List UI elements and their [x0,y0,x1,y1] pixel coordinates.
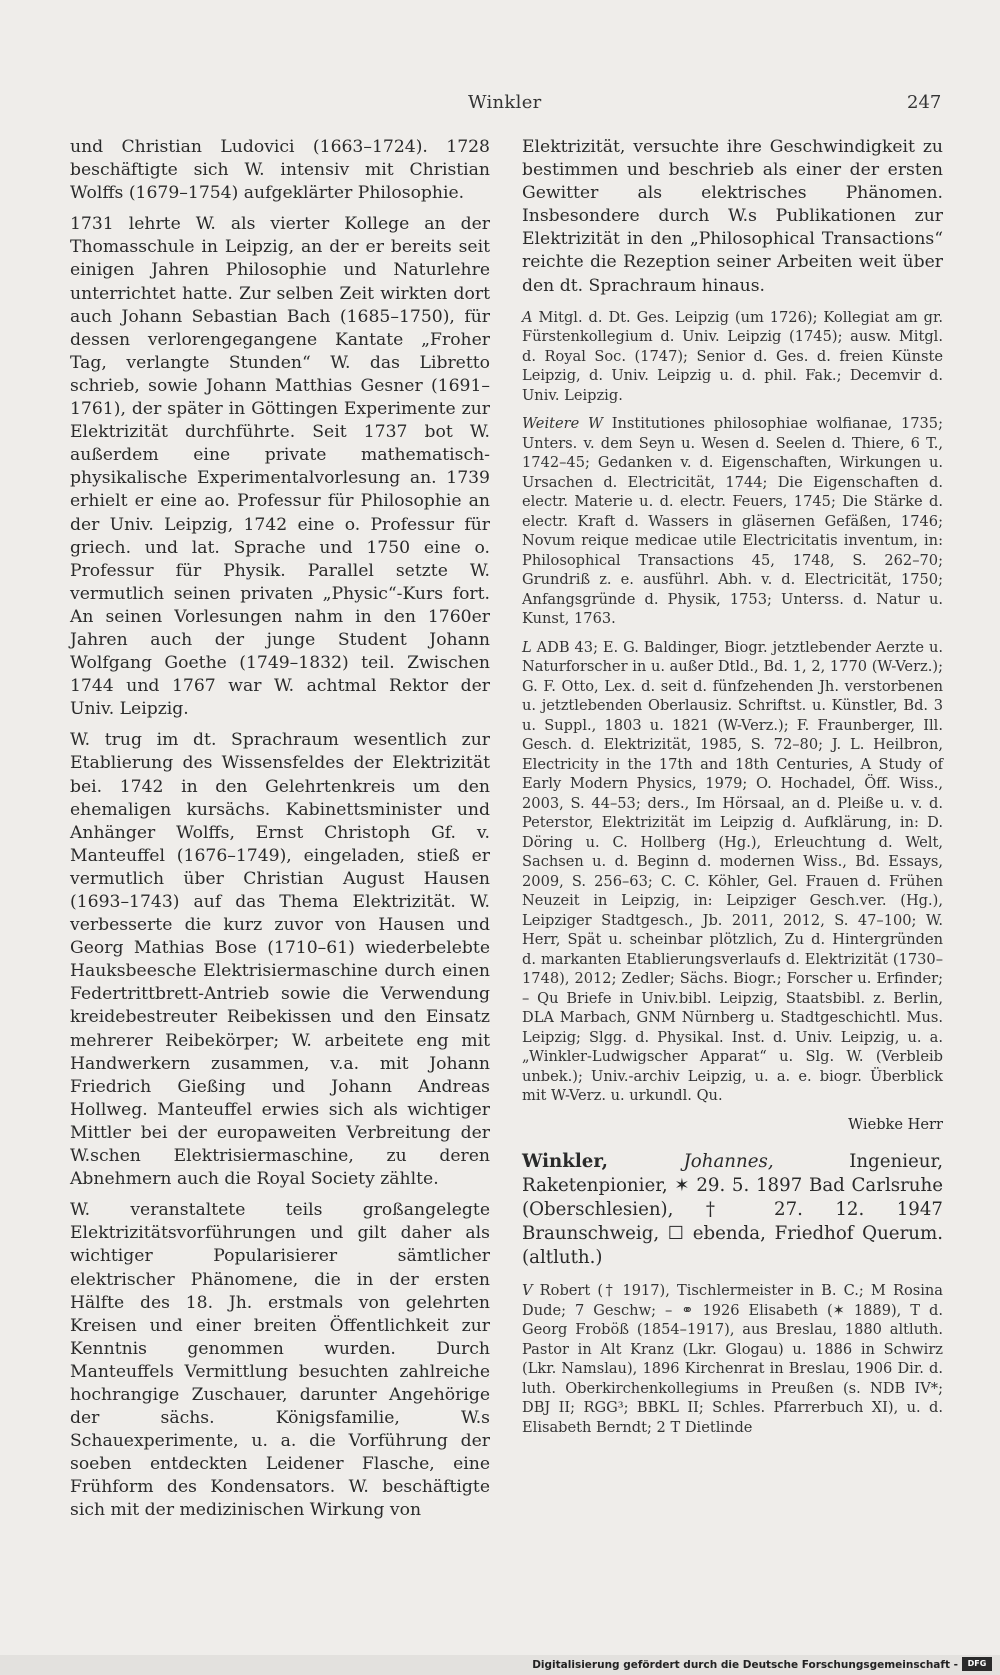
entry-details: Ingenieur, Raketenpionier, ✶ 29. 5. 1897 Bad Carlsruhe (Oberschlesien), † 27. 12. 1947 Braunschweig, ☐ ebenda, Friedhof Querum. (altluth.) [522,1151,943,1269]
entry-heading [522,1150,943,1270]
entry-given-name: Johannes, [683,1151,774,1173]
author-signature: Wiebke Herr [848,1115,943,1133]
family-text: Robert († 1917), Tischlermeister in B. C.; M Rosina Dude; 7 Geschw; – ⚭ 1926 Elisabeth (✶ 1889), T d. Georg Froböß (1854–1917), aus Breslau, 1880 altluth. Pastor in Alt Kranz (Lkr. Glogau) u. 1886 in Schwirz (Lkr. Namslau), 1896 Kirchenrat in Breslau, 1906 Dir. d. luth. Oberkirchenkollegiums in Preußen (s. NDB IV*; DBJ II; RGG³; BBKL II; Schles. Pfarrerbuch XI), u. d. Elisabeth Berndt; 2 T Dietlinde [522,1282,944,1436]
section-key: A [522,308,533,326]
left-column [70,136,490,1531]
dfg-logo: DFG [962,1657,992,1671]
literature-text: ADB 43; E. G. Baldinger, Biogr. jetztlebender Aerzte u. Naturforscher in u. außer Dtld., Bd. 1, 2, 1770 (W-Verz.); G. F. Otto, Lex. d. seit d. fünfzehenden Jh. verstorbenen u. jetztlebenden Oberlausiz. Schriftst. u. Künstler, Bd. 3 u. Suppl., 1803 u. 1821 (W-Verz.); F. Fraunberger, Ill. Gesch. d. Elektrizität, 1985, S. 72–80; J. L. Heilbron, Electricity in the 17th and 18th Centuries, A Study of Early Modern Physics, 1979; O. Hochadel, Öff. Wiss., 2003, S. 44–53; ders., Im Hörsaal, an d. Pleiße u. v. d. Peterstor, Elektrizität im Leipzig d. Aufklärung, in: D. Döring u. C. Hollberg (Hg.), Erleuchtung d. Welt, Sachsen u. d. Beginn d. modernen Wiss., Bd. Essays, 2009, S. 256–63; C. C. Köhler, Gel. Frauen d. Frühen Neuzeit in Leipzig, in: Leipziger Gesch.ver. (Hg.), Leipziger Stadtgesch., Jb. 2011, 2012, S. 47–100; W. Herr, Spät u. scheinbar plötzlich, Zu d. Hintergründen d. markanten Etablierungsverlaufs d. Elektrizität (1730–1748), 2012; Zedler; Sächs. Biogr.; Forscher u. Erfinder; – Qu Briefe in Univ.bibl. Leipzig, Staatsbibl. z. Berlin, DLA Marbach, GNM Nürnberg u. Stadtgeschichtl. Mus. Leipzig; Slgg. d. Physikal. Inst. d. Univ. Leipzig, u. a. „Winkler-Ludwigscher Apparat“ u. Slg. W. (Verbleib unbek.); Univ.-archiv Leipzig, u. a. e. biogr. Überblick mit W-Verz. u. urkundl. Qu. [522,638,944,1105]
paragraph: und Christian Ludovici (1663–1724). 1728 beschäftigte sich W. intensiv mit Christian Wolffs (1679–1754) aufgeklärter Philosophie. [70,137,490,204]
works-section [522,414,943,629]
literature-section [522,638,943,1106]
paragraph: W. veranstaltete teils großangelegte Elektrizitätsvorführungen und gilt daher als wichtiger Popularisierer sämtlicher elektrischer Phänomene, die in der ersten Hälfte des 18. Jh. erstmals von gelehrten Kreisen und einer breiten Öffentlichkeit zur Kenntnis genommen wurden. Durch Manteuffels Vermittlung besuchten zahlreiche hochrangige Zuschauer, darunter Angehörige der sächs. Königsfamilie, W.s Schauexperimente, u. a. die Vorführung der soeben entdeckten Leidener Flasche, eine Frühform des Kondensators. W. beschäftigte sich mit der medizinischen Wirkung von [70,1200,490,1521]
paragraph: 1731 lehrte W. als vierter Kollege an der Thomasschule in Leipzig, an der er bereits seit einigen Jahren Philosophie und Naturlehre unterrichtet hatte. Zur selben Zeit wirkten dort auch Johann Sebastian Bach (1685–1750), für dessen verlorengegangene Kantate „Froher Tag, verlangte Stunden“ W. das Libretto schrieb, sowie Johann Matthias Gesner (1691–1761), der später in Göttingen Experimente zur Elektrizität durchführte. Seit 1737 bot W. außerdem eine private mathematisch-physikalische Experimentalvorlesung an. 1739 erhielt er eine ao. Professur für Philosophie an der Univ. Leipzig, 1742 eine o. Professur für griech. und lat. Sprache und 1750 eine o. Professur für Physik. Parallel setzte W. vermutlich seinen privaten „Physic“-Kurs fort. An seinen Vorlesungen nahm in den 1760er Jahren auch der junge Student Johann Wolfgang Goethe (1749–1832) teil. Zwischen 1744 und 1767 war W. achtmal Rektor der Univ. Leipzig. [70,214,490,720]
paragraph: W. trug im dt. Sprachraum wesentlich zur Etablierung des Wissensfeldes der Elektrizität bei. 1742 in den Gelehrtenkreis um den ehemaligen kursächs. Kabinettsminister und Anhänger Wolffs, Ernst Christoph Gf. v. Manteuffel (1676–1749), eingeladen, stieß er vermutlich über Christian August Hausen (1693–1743) auf das Thema Elektrizität. W. verbesserte die kurz zuvor von Hausen und Georg Mathias Bose (1710–61) wiederbelebte Hauksbeesche Elektrisiermaschine durch einen Federtrittbrett-Antrieb sowie die Verwendung kreidebestreuter Reibekissen und den Einsatz mehrerer Reibekörper; W. arbeitete eng mit Handwerkern zusammen, v.a. mit Johann Friedrich Gießing und Johann Andreas Hollweg. Manteuffel erwies sich als wichtiger Mittler bei der europaweiten Verbreitung der W.schen Elektrisiermaschine, zu deren Abnehmern auch die Royal Society zählte. [70,730,490,1190]
entry-surname: Winkler, [522,1151,608,1173]
section-key: L [522,638,532,656]
page-number: 247 [907,92,942,113]
family-section [522,1281,943,1437]
paragraph: Elektrizität, versuchte ihre Geschwindigkeit zu bestimmen und beschrieb als einer der ersten Gewitter als elektrisches Phänomen. Insbesondere durch W.s Publikationen zur Elektrizität in den „Philosophical Transactions“ reichte die Rezeption seiner Arbeiten weit über den dt. Sprachraum hinaus. [522,137,943,296]
memberships-section [522,308,943,406]
running-head: Winkler [468,92,542,113]
footer-credit: Digitalisierung gefördert durch die Deutsche Forschungsgemeinschaft - [532,1659,958,1671]
section-key: V [522,1282,533,1300]
memberships-text: Mitgl. d. Dt. Ges. Leipzig (um 1726); Kollegiat am gr. Fürstenkollegium d. Univ. Leipzig (1745); ausw. Mitgl. d. Royal Soc. (1747); Senior d. Ges. d. freien Künste Leipzig, d. Univ. Leipzig u. d. phil. Fak.; Decemvir d. Univ. Leipzig. [522,308,944,404]
right-column [522,136,943,1446]
section-key: Weitere W [522,415,603,433]
works-text: Institutiones philosophiae wolfianae, 1735; Unters. v. dem Seyn u. Wesen d. Seelen d. Thiere, 6 T., 1742–45; Gedanken v. d. Eigenschaften, Wirkungen u. Ursachen d. Electricität, 1744; Die Eigenschaften d. electr. Materie u. d. electr. Feuers, 1745; Die Stärke d. electr. Kraft d. Wassers in gläsernen Gefäßen, 1746; Novum reique medicae utile Electricitatis inventum, in: Philosophical Transactions 45, 1748, S. 262–70; Grundriß z. e. ausführl. Abh. v. d. Electricität, 1750; Anfangsgründe d. Physik, 1753; Unterss. d. Natur u. Kunst, 1763. [522,415,944,628]
